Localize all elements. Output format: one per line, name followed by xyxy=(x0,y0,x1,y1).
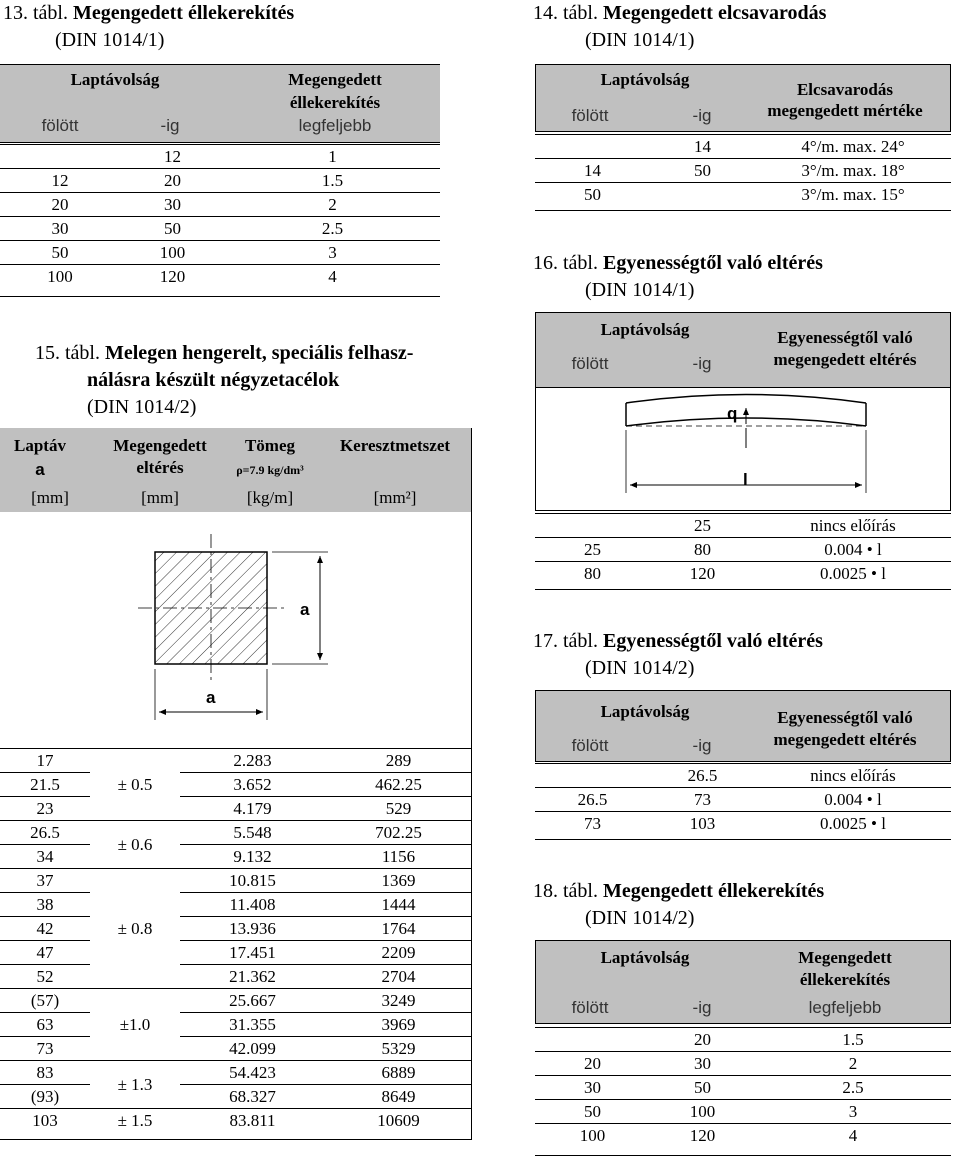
square-section-drawing xyxy=(0,512,472,747)
table-15-header-tol2: eltérés xyxy=(136,458,184,477)
cell-cross-section: 3969 xyxy=(325,1013,472,1037)
table-18-header-range: Laptávolság xyxy=(600,948,690,967)
table-14-header-range: Laptávolság xyxy=(600,70,690,89)
table-row xyxy=(0,797,472,821)
cell-to: 120 xyxy=(650,1124,755,1148)
cell-to: 14 xyxy=(650,135,755,159)
table-15-header-a1: Laptáv xyxy=(14,436,66,455)
cell-to: 30 xyxy=(650,1052,755,1076)
table-row xyxy=(0,265,440,289)
cell-to: 20 xyxy=(650,1028,755,1052)
cell-to: 103 xyxy=(650,812,755,836)
cell-cross-section: 1156 xyxy=(325,845,472,869)
cell-value: 0.0025 • l xyxy=(755,812,951,836)
cell-mass: 25.667 xyxy=(180,989,325,1013)
table-row xyxy=(0,193,440,217)
cell-value: 3°/m. max. 18° xyxy=(755,159,951,183)
table-15-header-mass2: ρ=7.9 kg/dm³ xyxy=(236,463,304,477)
table-15-number: 15. tábl. xyxy=(35,342,100,364)
table-17-heading: Egyenességtől való eltérés xyxy=(603,630,823,652)
cell-value: 1.5 xyxy=(755,1028,951,1052)
cell-cross-section: 1369 xyxy=(325,869,472,893)
cell-to xyxy=(650,183,755,207)
cell-tolerance: ± 1.3 xyxy=(90,1061,180,1109)
cell-value: 3°/m. max. 15° xyxy=(755,183,951,207)
table-16-number: 16. tábl. xyxy=(533,252,598,274)
cell-cross-section: 2209 xyxy=(325,941,472,965)
cell-from xyxy=(535,764,650,788)
table-17-title xyxy=(533,628,823,682)
cell-tolerance: ± 0.8 xyxy=(90,869,180,989)
cell-from: 73 xyxy=(535,812,650,836)
table-13-title xyxy=(3,0,294,54)
table-13-header-to: -ig xyxy=(160,116,180,135)
cell-from: 30 xyxy=(535,1076,650,1100)
table-row xyxy=(0,241,440,265)
table-row xyxy=(535,1124,951,1148)
cell-cross-section: 462.25 xyxy=(325,773,472,797)
table-row xyxy=(0,773,472,797)
table-16-body xyxy=(535,513,951,585)
table-row xyxy=(0,1037,472,1061)
cell-to: 30 xyxy=(120,193,225,217)
table-row xyxy=(0,869,472,893)
table-row xyxy=(0,1061,472,1085)
table-15-heading-line2: nálásra készült négyzetacélok xyxy=(87,369,340,391)
table-15-header-tol1: Megengedett xyxy=(113,436,207,455)
table-row xyxy=(535,1028,951,1052)
table-13-header-value: Megengedett xyxy=(288,70,382,89)
cell-cross-section: 8649 xyxy=(325,1085,472,1109)
table-row xyxy=(0,845,472,869)
cell-value: 1.5 xyxy=(225,169,440,193)
table-16-header-value: Egyenességtől való xyxy=(777,328,913,347)
table-row xyxy=(0,965,472,989)
cell-value: 0.0025 • l xyxy=(755,562,951,586)
table-row xyxy=(535,788,951,812)
cell-a: 34 xyxy=(0,845,90,869)
cell-a: 103 xyxy=(0,1109,90,1133)
cell-from: 14 xyxy=(535,159,650,183)
table-17-header-value: Egyenességtől való xyxy=(777,708,913,727)
straightness-drawing xyxy=(536,388,950,510)
cell-value: nincs előírás xyxy=(755,764,951,788)
cell-from: 80 xyxy=(535,562,650,586)
table-13-header-from: fölött xyxy=(41,116,79,135)
table-14-header-value2: megengedett mértéke xyxy=(767,101,923,120)
cell-a: (93) xyxy=(0,1085,90,1109)
cell-tolerance: ±1.0 xyxy=(90,989,180,1061)
table-14-header-from: fölött xyxy=(571,106,609,125)
cell-mass: 3.652 xyxy=(180,773,325,797)
table-13-header-max: legfeljebb xyxy=(298,116,372,135)
table-15-title xyxy=(35,340,413,421)
table-row xyxy=(535,538,951,562)
cell-from: 12 xyxy=(0,169,120,193)
cell-a: 42 xyxy=(0,917,90,941)
cell-to: 50 xyxy=(650,1076,755,1100)
table-row xyxy=(0,1109,472,1133)
cell-tolerance: ± 0.5 xyxy=(90,749,180,821)
cell-from xyxy=(0,145,120,169)
table-15-header-mass1: Tömeg xyxy=(244,436,296,455)
table-15-header-cs3: [mm²] xyxy=(373,488,417,507)
table-row xyxy=(0,941,472,965)
table-row xyxy=(535,1076,951,1100)
cell-a: 38 xyxy=(0,893,90,917)
cell-tolerance: ± 0.6 xyxy=(90,821,180,869)
table-row xyxy=(535,562,951,586)
cell-cross-section: 2704 xyxy=(325,965,472,989)
cell-a: 21.5 xyxy=(0,773,90,797)
cell-to: 26.5 xyxy=(650,764,755,788)
table-16-din: (DIN 1014/1) xyxy=(585,279,695,301)
table-17-body xyxy=(535,763,951,835)
table-15-body xyxy=(0,748,472,1132)
cell-mass: 42.099 xyxy=(180,1037,325,1061)
table-row xyxy=(535,812,951,836)
table-16-header-value2: megengedett eltérés xyxy=(773,350,917,369)
cell-from: 26.5 xyxy=(535,788,650,812)
table-row xyxy=(535,183,951,207)
cell-a: 26.5 xyxy=(0,821,90,845)
cell-value: 4 xyxy=(225,265,440,289)
cell-to: 20 xyxy=(120,169,225,193)
cell-cross-section: 289 xyxy=(325,749,472,773)
table-17-din: (DIN 1014/2) xyxy=(585,657,695,679)
table-18-header-max: legfeljebb xyxy=(808,998,882,1017)
cell-value: 4°/m. max. 24° xyxy=(755,135,951,159)
cell-cross-section: 3249 xyxy=(325,989,472,1013)
cell-to: 25 xyxy=(650,514,755,538)
cell-value: 3 xyxy=(755,1100,951,1124)
cell-cross-section: 5329 xyxy=(325,1037,472,1061)
cell-from xyxy=(535,1028,650,1052)
cell-value: 2.5 xyxy=(225,217,440,241)
table-row xyxy=(535,1052,951,1076)
cell-to: 50 xyxy=(120,217,225,241)
cell-cross-section: 6889 xyxy=(325,1061,472,1085)
cell-tolerance: ± 1.5 xyxy=(90,1109,180,1133)
cell-mass: 31.355 xyxy=(180,1013,325,1037)
table-15-header-mass3: [kg/m] xyxy=(246,488,294,507)
cell-to: 120 xyxy=(120,265,225,289)
cell-a: 83 xyxy=(0,1061,90,1085)
table-18-header-to: -ig xyxy=(692,998,712,1017)
table-15-heading-line1: Melegen hengerelt, speciális felhasz- xyxy=(105,342,414,364)
cell-to: 120 xyxy=(650,562,755,586)
table-row xyxy=(0,145,440,169)
cell-cross-section: 702.25 xyxy=(325,821,472,845)
cell-value: 3 xyxy=(225,241,440,265)
table-18-header-value: Megengedett xyxy=(798,948,892,967)
table-18-number: 18. tábl. xyxy=(533,880,598,902)
drawing-label-a-right: a xyxy=(300,600,310,619)
table-14-header-value: Elcsavarodás xyxy=(796,80,894,99)
cell-to: 100 xyxy=(120,241,225,265)
table-17-header-to: -ig xyxy=(692,736,712,755)
cell-a: (57) xyxy=(0,989,90,1013)
table-18-heading: Megengedett éllekerekítés xyxy=(603,880,825,902)
table-row xyxy=(0,1085,472,1109)
table-row xyxy=(535,764,951,788)
drawing-label-q: q xyxy=(727,404,738,423)
cell-a: 23 xyxy=(0,797,90,821)
drawing-label-l: l xyxy=(743,470,748,489)
cell-mass: 9.132 xyxy=(180,845,325,869)
cell-mass: 2.283 xyxy=(180,749,325,773)
cell-mass: 17.451 xyxy=(180,941,325,965)
table-17-header-value2: megengedett eltérés xyxy=(773,730,917,749)
cell-from xyxy=(535,514,650,538)
table-row xyxy=(0,989,472,1013)
cell-a: 63 xyxy=(0,1013,90,1037)
table-18-body xyxy=(535,1027,951,1147)
table-row xyxy=(0,749,472,773)
cell-from: 20 xyxy=(535,1052,650,1076)
cell-cross-section: 10609 xyxy=(325,1109,472,1133)
cell-from xyxy=(535,135,650,159)
table-row xyxy=(535,1100,951,1124)
cell-mass: 13.936 xyxy=(180,917,325,941)
table-14-din: (DIN 1014/1) xyxy=(585,29,695,51)
table-row xyxy=(0,917,472,941)
table-18-header-value2: éllekerekítés xyxy=(799,970,891,989)
table-row xyxy=(0,169,440,193)
table-14-title xyxy=(533,0,826,54)
table-17-header-range: Laptávolság xyxy=(600,702,690,721)
cell-value: 0.004 • l xyxy=(755,538,951,562)
cell-value: 1 xyxy=(225,145,440,169)
cell-from: 50 xyxy=(0,241,120,265)
cell-cross-section: 1444 xyxy=(325,893,472,917)
cell-to: 100 xyxy=(650,1100,755,1124)
table-18-header-from: fölött xyxy=(571,998,609,1017)
cell-value: 0.004 • l xyxy=(755,788,951,812)
table-14-number: 14. tábl. xyxy=(533,2,598,24)
cell-value: nincs előírás xyxy=(755,514,951,538)
table-16-heading: Egyenességtől való eltérés xyxy=(603,252,823,274)
table-17-number: 17. tábl. xyxy=(533,630,598,652)
cell-cross-section: 1764 xyxy=(325,917,472,941)
cell-a: 52 xyxy=(0,965,90,989)
table-16-header-to: -ig xyxy=(692,354,712,373)
cell-mass: 54.423 xyxy=(180,1061,325,1085)
table-15-din: (DIN 1014/2) xyxy=(87,396,197,418)
table-13-header-value2: éllekerekítés xyxy=(289,93,381,112)
table-13-heading: Megengedett éllekerekítés xyxy=(73,2,295,24)
table-13-header-range: Laptávolság xyxy=(70,70,160,89)
cell-to: 12 xyxy=(120,145,225,169)
cell-a: 73 xyxy=(0,1037,90,1061)
cell-from: 100 xyxy=(0,265,120,289)
table-13-din: (DIN 1014/1) xyxy=(55,29,165,51)
cell-mass: 11.408 xyxy=(180,893,325,917)
cell-to: 80 xyxy=(650,538,755,562)
cell-value: 2.5 xyxy=(755,1076,951,1100)
cell-from: 100 xyxy=(535,1124,650,1148)
cell-mass: 5.548 xyxy=(180,821,325,845)
table-row xyxy=(535,159,951,183)
table-15-header-cs1: Keresztmetszet xyxy=(339,436,451,455)
cell-from: 25 xyxy=(535,538,650,562)
cell-to: 50 xyxy=(650,159,755,183)
table-14-header-to: -ig xyxy=(692,106,712,125)
cell-mass: 68.327 xyxy=(180,1085,325,1109)
cell-mass: 21.362 xyxy=(180,965,325,989)
table-row xyxy=(0,217,440,241)
table-13-body xyxy=(0,144,440,288)
cell-mass: 4.179 xyxy=(180,797,325,821)
table-row xyxy=(535,514,951,538)
cell-cross-section: 529 xyxy=(325,797,472,821)
cell-mass: 10.815 xyxy=(180,869,325,893)
cell-from: 50 xyxy=(535,183,650,207)
table-16-header-range: Laptávolság xyxy=(600,320,690,339)
table-18-din: (DIN 1014/2) xyxy=(585,907,695,929)
table-15-header-a3: [mm] xyxy=(31,488,69,507)
drawing-label-a-bottom: a xyxy=(206,688,216,707)
table-17-header-from: fölött xyxy=(571,736,609,755)
cell-a: 17 xyxy=(0,749,90,773)
cell-a: 47 xyxy=(0,941,90,965)
table-15-header-a2: a xyxy=(35,460,45,479)
table-row xyxy=(535,135,951,159)
table-16-title xyxy=(533,250,823,304)
table-14-heading: Megengedett elcsavarodás xyxy=(603,2,827,24)
cell-from: 50 xyxy=(535,1100,650,1124)
table-row xyxy=(0,821,472,845)
table-15-header-tol3: [mm] xyxy=(141,488,179,507)
cell-a: 37 xyxy=(0,869,90,893)
table-18-title xyxy=(533,878,824,932)
cell-to: 73 xyxy=(650,788,755,812)
table-13-number: 13. tábl. xyxy=(3,2,68,24)
table-14-body xyxy=(535,134,951,206)
cell-value: 2 xyxy=(225,193,440,217)
cell-from: 30 xyxy=(0,217,120,241)
cell-value: 2 xyxy=(755,1052,951,1076)
table-row xyxy=(0,893,472,917)
cell-from: 20 xyxy=(0,193,120,217)
table-16-header-from: fölött xyxy=(571,354,609,373)
table-row xyxy=(0,1013,472,1037)
cell-value: 4 xyxy=(755,1124,951,1148)
cell-mass: 83.811 xyxy=(180,1109,325,1133)
